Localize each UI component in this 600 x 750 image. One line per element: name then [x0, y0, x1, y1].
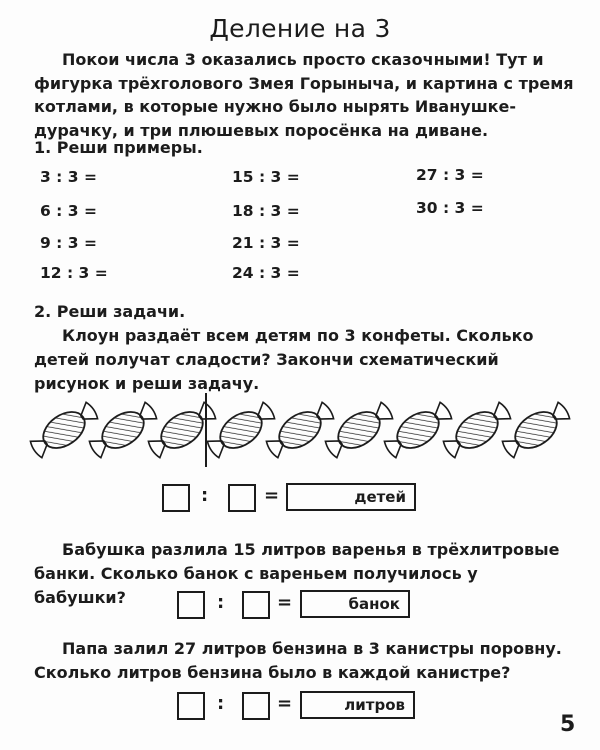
candy-icon — [144, 397, 220, 463]
divide-sign: : — [217, 592, 225, 613]
problem-text: Папа залил 27 литров бензина в 3 канистры поровну. Сколько литров бензина было в каждой канистре? — [34, 639, 562, 682]
example: 15 : 3 = — [232, 168, 300, 186]
candy-icon — [498, 397, 574, 463]
page-number: 5 — [560, 712, 576, 737]
divide-sign: : — [201, 485, 209, 506]
example: 21 : 3 = — [232, 234, 300, 252]
equals-sign: = — [264, 485, 280, 506]
dividend-box[interactable] — [177, 591, 205, 619]
candy-icon — [321, 397, 397, 463]
example: 6 : 3 = — [40, 202, 97, 220]
task2-heading: 2. Реши задачи. — [34, 302, 186, 321]
answer-box[interactable]: банок — [300, 590, 410, 618]
candy-icon — [262, 397, 338, 463]
dividend-box[interactable] — [177, 692, 205, 720]
candy-icon — [85, 397, 161, 463]
example: 27 : 3 = — [416, 166, 484, 184]
equals-sign: = — [277, 592, 293, 613]
intro-text: Покои числа 3 оказались просто сказочными! Тут и фигурка трёхголового Змея Горыныча, и картина с тремя котлами, в которые нужно было нырять Иванушке-дурачку, и три плюшевых поросёнка на диване. — [34, 50, 574, 140]
divide-sign: : — [217, 693, 225, 714]
page-title: Деление на 3 — [209, 14, 391, 43]
answer-box[interactable]: детей — [286, 483, 416, 511]
group-divider — [205, 393, 207, 467]
answer-box[interactable]: литров — [300, 691, 415, 719]
candy-icon — [203, 397, 279, 463]
example: 12 : 3 = — [40, 264, 108, 282]
divisor-box[interactable] — [242, 692, 270, 720]
divisor-box[interactable] — [228, 484, 256, 512]
example: 3 : 3 = — [40, 168, 97, 186]
example: 18 : 3 = — [232, 202, 300, 220]
divisor-box[interactable] — [242, 591, 270, 619]
candy-icon — [380, 397, 456, 463]
problem-text: Клоун раздаёт всем детям по 3 конфеты. Сколько детей получат сладости? Закончи схематический рисунок и реши задачу. — [34, 326, 534, 393]
example: 9 : 3 = — [40, 234, 97, 252]
problem-text: Бабушка разлила 15 литров варенья в трёхлитровые банки. Сколько банок с вареньем получилось у бабушки? — [34, 540, 560, 607]
equals-sign: = — [277, 693, 293, 714]
candy-icon — [439, 397, 515, 463]
task1-heading: 1. Реши примеры. — [34, 138, 203, 157]
candy-icon — [26, 397, 102, 463]
example: 30 : 3 = — [416, 199, 484, 217]
example: 24 : 3 = — [232, 264, 300, 282]
candy-row — [26, 392, 586, 472]
dividend-box[interactable] — [162, 484, 190, 512]
